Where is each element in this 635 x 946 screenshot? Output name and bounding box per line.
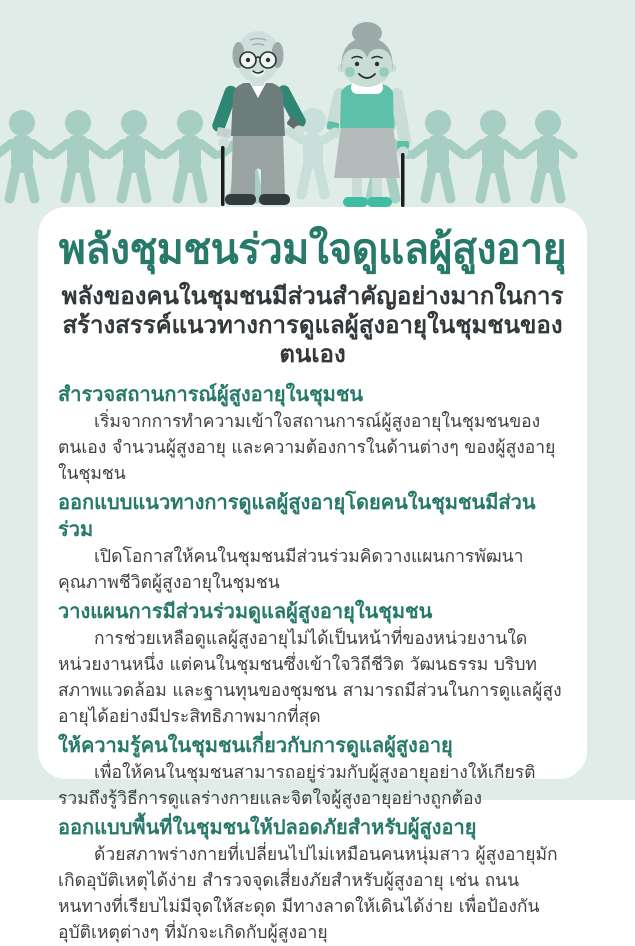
grandfather-cane bbox=[221, 146, 225, 206]
grandmother-figure bbox=[325, 22, 412, 207]
section-design-care bbox=[58, 489, 567, 596]
grandmother-cane bbox=[401, 153, 405, 207]
section-heading: ออกแบบแนวทางการดูแลผู้สูงอายุโดยคนในชุมชนมีส่วนร่วม bbox=[58, 490, 536, 542]
subtitle bbox=[58, 282, 567, 369]
page-title: พลังชุมชนร่วมใจดูแลผู้สูงอายุ bbox=[58, 225, 567, 273]
content-card bbox=[38, 207, 587, 944]
hero-illustration bbox=[0, 0, 635, 212]
grandmother-skirt bbox=[334, 126, 400, 178]
section-body: เปิดโอกาสให้คนในชุมชนมีส่วนร่วมคิดวางแผนการพัฒนาคุณภาพชีวิตผู้สูงอายุในชุมชน bbox=[58, 547, 524, 594]
section-body: การช่วยเหลือดูแลผู้สูงอายุไม่ได้เป็นหน้าที่ของหน่วยงานใดหน่วยงานหนึ่ง แต่คนในชุมชนซึ่งเข้าใจวิถีชีวิต วัฒนธรรม บริบท สภาพแวดล้อม และฐานทุนของชุมชน สามารถมีส่วนในการดูแลผู้สูงอายุได้อย่างมีประสิทธิภาพมากที่สุด bbox=[58, 629, 562, 728]
section-heading: ออกแบบพื้นที่ในชุมชนให้ปลอดภัยสำหรับผู้สูงอายุ bbox=[58, 815, 477, 840]
subtitle-line-2: สร้างสรรค์แนวทางการดูแลผู้สูงอายุในชุมชนของตนเอง bbox=[62, 311, 563, 369]
grandmother-shoe bbox=[343, 197, 368, 207]
section-body: เริ่มจากการทำความเข้าใจสถานการณ์ผู้สูงอายุในชุมชนของตนเอง จำนวนผู้สูงอายุ และความต้องการในด้านต่างๆ ของผู้สูงอายุในชุมชน bbox=[58, 412, 556, 485]
grandfather-shoe bbox=[225, 194, 256, 205]
subtitle-line-1: พลังของคนในชุมชนมีส่วนสำคัญอย่างมากในการ bbox=[61, 282, 564, 311]
section-body: ด้วยสภาพร่างกายที่เปลี่ยนไปไม่เหมือนคนหนุ่มสาว ผู้สูงอายุมักเกิดอุบัติเหตุได้ง่าย สำรวจจุดเสี่ยงภัยสำหรับผู้สูงอายุ เช่น ถนนหนทางที่เรียบไม่มีจุดให้สะดุด มีทางลาดให้เดินได้ง่าย เพื่อป้องกันอุบัติเหตุต่างๆ ที่มักจะเกิดกับผู้สูงอายุ bbox=[58, 845, 558, 944]
section-survey bbox=[58, 381, 567, 487]
section-educate-community bbox=[58, 732, 567, 812]
paper-doll-chain-illustration bbox=[0, 0, 635, 212]
section-safe-spaces bbox=[58, 814, 567, 946]
section-heading: สำรวจสถานการณ์ผู้สูงอายุในชุมชน bbox=[58, 382, 364, 407]
section-heading: ให้ความรู้คนในชุมชนเกี่ยวกับการดูแลผู้สูงอายุ bbox=[58, 733, 453, 758]
section-heading: วางแผนการมีส่วนร่วมดูแลผู้สูงอายุในชุมชน bbox=[58, 599, 433, 624]
grandmother-eye bbox=[355, 62, 359, 66]
section-body: เพื่อให้คนในชุมชนสามารถอยู่ร่วมกับผู้สูงอายุอย่างให้เกียรติ รวมถึงรู้วิธีการดูแลร่างกายและจิตใจผู้สูงอายุอย่างถูกต้อง bbox=[58, 763, 536, 810]
section-plan-participation bbox=[58, 598, 567, 730]
